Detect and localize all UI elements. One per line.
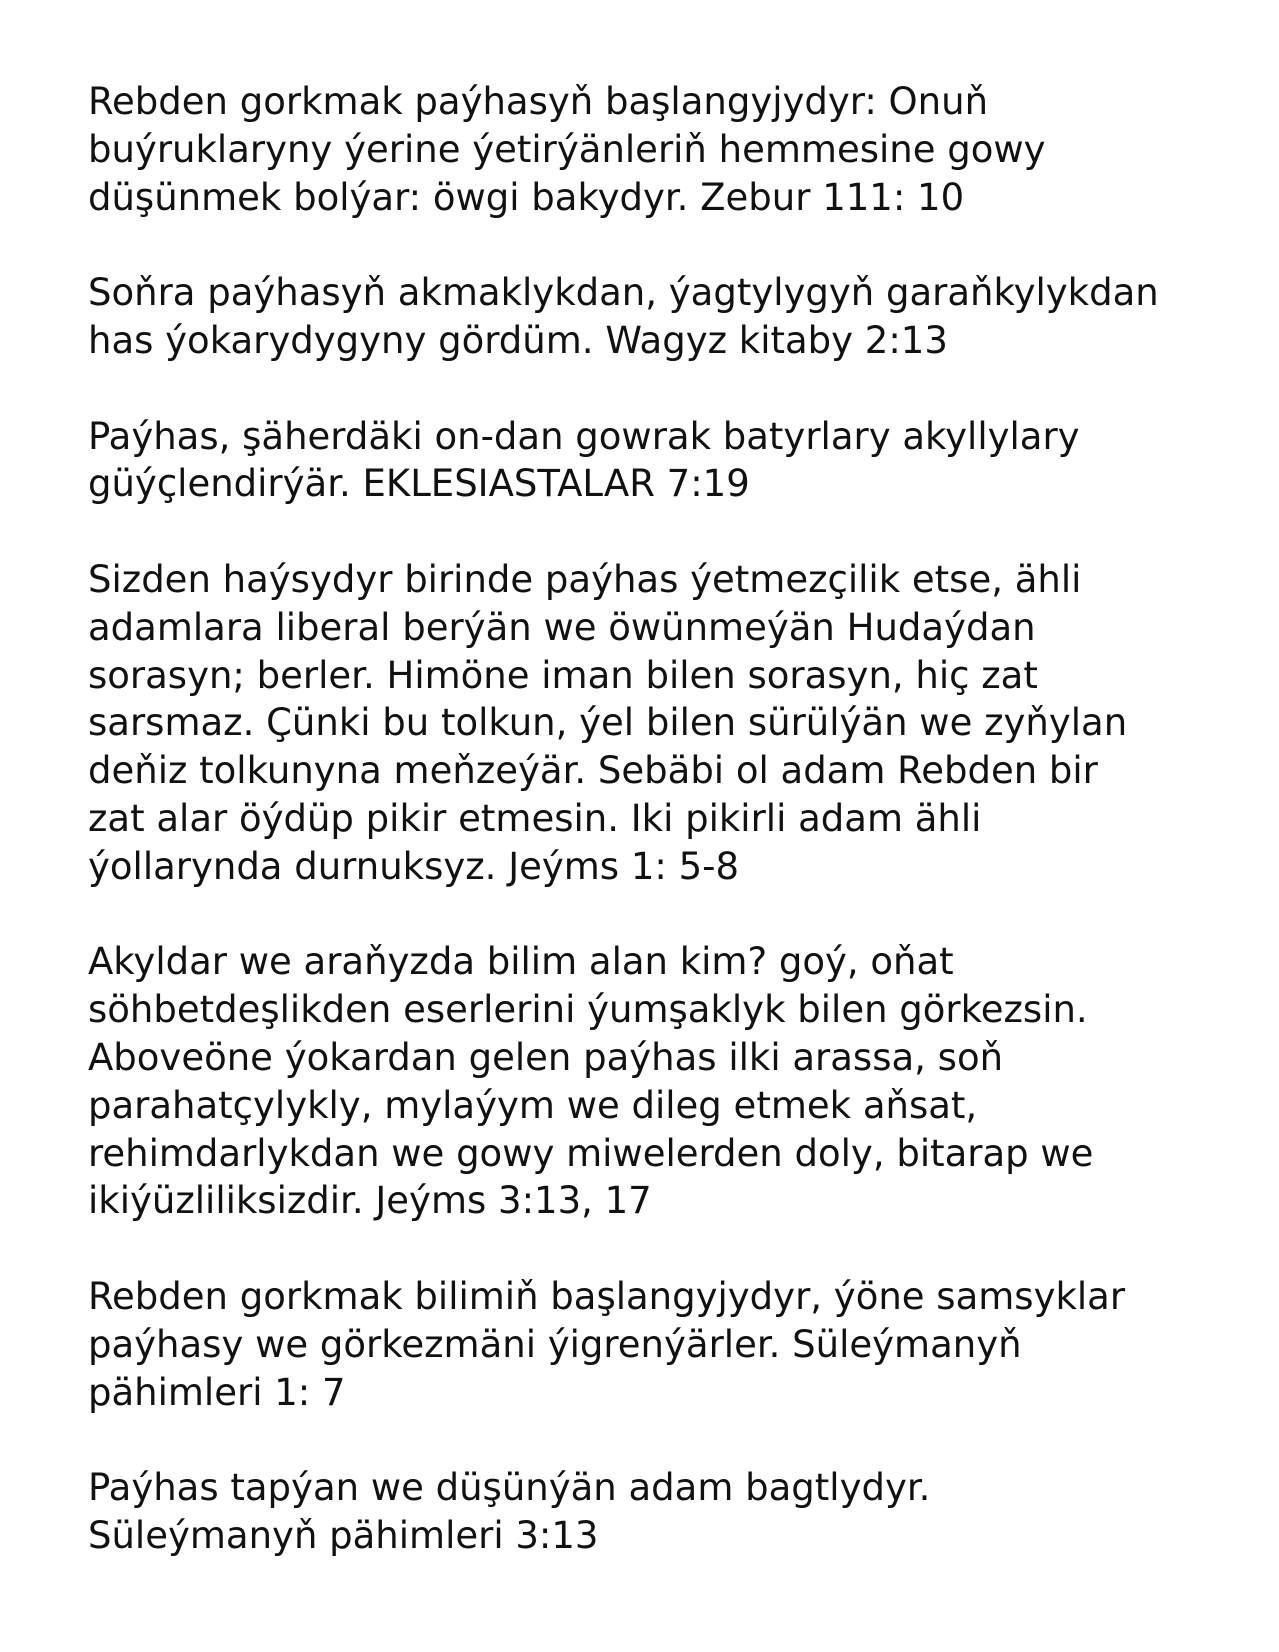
verse-line: Aboveöne ýokardan gelen paýhas ilki arassa, soň [88,1035,1004,1079]
verse-line: rehimdarlykdan we gowy miwelerden doly, bitarap we [88,1131,1094,1175]
verse-line: güýçlendirýär. EKLESIASTALAR 7:19 [88,462,750,506]
verse-line: söhbetdeşlikden eserlerini ýumşaklyk bilen görkezsin. [88,988,1088,1032]
verse-line: sarsmaz. Çünki bu tolkun, ýel bilen sürülýän we zyňylan [88,701,1128,745]
verse-line: Sizden haýsydyr birinde paýhas ýetmezçilik etse, ähli [88,557,1082,601]
verse-line: parahatçylykly, mylaýym we dileg etmek aňsat, [88,1083,978,1127]
verse-line: ikiýüzliliksizdir. Jeýms 3:13, 17 [88,1179,652,1223]
verse-line: Akyldar we araňyzda bilim alan kim? goý, oňat [88,940,954,984]
verse-line: Soňra paýhasyň akmaklykdan, ýagtylygyň garaňkylykdan [88,271,1159,315]
document-page [88,78,1208,1560]
verse-line: deňiz tolkunyna meňzeýär. Sebäbi ol adam Rebden bir [88,749,1098,793]
verse-line: Süleýmanyň pähimleri 3:13 [88,1513,599,1557]
verse-line: zat alar öýdüp pikir etmesin. Iki pikirli adam ähli [88,796,982,840]
verse-jeyms-3-13-17 [88,938,1208,1225]
verse-wagyz-2-13 [88,269,1208,365]
verse-eklesiastalar-7-19 [88,413,1208,509]
verse-suleymanyn-1-7 [88,1273,1208,1416]
verse-line: Rebden gorkmak paýhasyň başlangyjydyr: Onuň [88,80,989,123]
verse-jeyms-1-5-8 [88,556,1208,891]
verse-line: Rebden gorkmak bilimiň başlangyjydyr, ýöne samsyklar [88,1274,1126,1318]
verse-line: buýruklaryny ýerine ýetirýänleriň hemmesine gowy [88,127,1046,171]
verse-line: pähimleri 1: 7 [88,1370,346,1414]
verse-suleymanyn-3-13 [88,1464,1208,1560]
verse-line: Paýhas tapýan we düşünýän adam bagtlydyr. [88,1466,931,1510]
verse-line: has ýokarydygyny gördüm. Wagyz kitaby 2:13 [88,318,948,362]
verse-line: ýollarynda durnuksyz. Jeýms 1: 5-8 [88,844,740,888]
verse-zebur-111-10 [88,78,1208,221]
verse-line: paýhasy we görkezmäni ýigrenýärler. Süleýmanyň [88,1322,1022,1366]
verse-line: adamlara liberal berýän we öwünmeýän Hudaýdan [88,605,1036,649]
verse-line: düşünmek bolýar: öwgi bakydyr. Zebur 111: 10 [88,175,965,219]
verse-line: Paýhas, şäherdäki on-dan gowrak batyrlary akyllylary [88,414,1080,458]
verse-line: sorasyn; berler. Himöne iman bilen sorasyn, hiç zat [88,653,1038,697]
